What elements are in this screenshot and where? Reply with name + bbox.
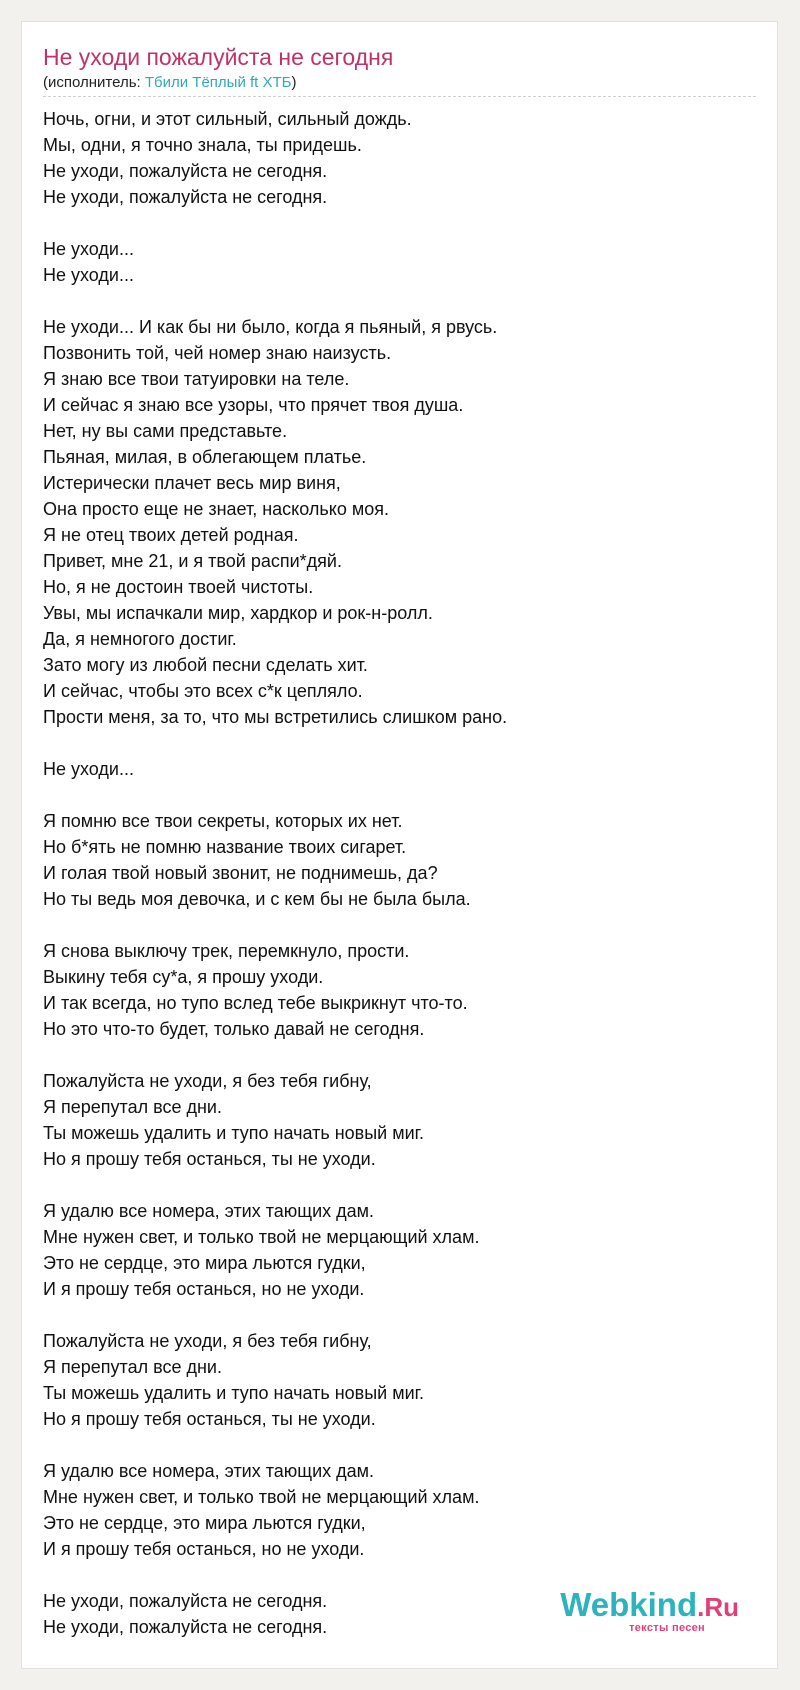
- logo-name: Webkind: [560, 1586, 698, 1623]
- lyric-line: Пьяная, милая, в облегающем платье.: [43, 447, 367, 467]
- artist-credit: [43, 73, 297, 93]
- lyric-line: Нет, ну вы сами представьте.: [43, 421, 288, 441]
- stanza: [43, 106, 753, 210]
- lyric-line: Я знаю все твои татуировки на теле.: [43, 369, 350, 389]
- artist-prefix: (исполнитель:: [43, 74, 145, 91]
- lyric-line: Но ты ведь моя девочка, и с кем бы не была была.: [43, 889, 471, 909]
- lyric-line: Но это что-то будет, только давай не сегодня.: [43, 1019, 425, 1039]
- lyric-line: Это не сердце, это мира льются гудки,: [43, 1513, 366, 1533]
- lyric-line: Позвонить той, чей номер знаю наизусть.: [43, 343, 392, 363]
- song-title: Не уходи пожалуйста не сегодня: [43, 44, 394, 70]
- logo-tagline: тексты песен: [629, 1622, 705, 1634]
- lyric-line: Пожалуйста не уходи, я без тебя гибну,: [43, 1071, 372, 1091]
- lyric-line: Не уходи...: [43, 239, 134, 259]
- lyric-line: И сейчас, чтобы это всех с*к цепляло.: [43, 681, 363, 701]
- lyric-line: Мне нужен свет, и только твой не мерцающий хлам.: [43, 1487, 480, 1507]
- lyric-line: И я прошу тебя останься, но не уходи.: [43, 1279, 365, 1299]
- lyric-line: Она просто еще не знает, насколько моя.: [43, 499, 389, 519]
- lyric-line: Не уходи...: [43, 265, 134, 285]
- lyric-line: Не уходи, пожалуйста не сегодня.: [43, 161, 328, 181]
- stanza: [43, 1198, 753, 1302]
- artist-link[interactable]: Тбили Тёплый ft ХТБ: [144, 74, 292, 91]
- lyric-line: Но я прошу тебя останься, ты не уходи.: [43, 1149, 376, 1169]
- stanza: [43, 314, 753, 730]
- lyric-line: Не уходи, пожалуйста не сегодня.: [43, 1591, 328, 1611]
- lyric-line: Я снова выключу трек, перемкнуло, прости.: [43, 941, 410, 961]
- stanza: [43, 808, 753, 912]
- lyric-line: Мы, одни, я точно знала, ты придешь.: [43, 135, 362, 155]
- lyric-line: Я удалю все номера, этих тающих дам.: [43, 1201, 375, 1221]
- stanza: [43, 756, 753, 782]
- lyric-line: Да, я немногого достиг.: [43, 629, 237, 649]
- lyric-line: Я перепутал все дни.: [43, 1097, 222, 1117]
- lyric-line: Привет, мне 21, и я твой распи*дяй.: [43, 551, 342, 571]
- lyric-line: И сейчас я знаю все узоры, что прячет твоя душа.: [43, 395, 464, 415]
- lyric-line: Прости меня, за то, что мы встретились слишком рано.: [43, 707, 508, 727]
- lyric-line: И голая твой новый звонит, не поднимешь, да?: [43, 863, 438, 883]
- stanza: [43, 1328, 753, 1432]
- lyric-line: И я прошу тебя останься, но не уходи.: [43, 1539, 365, 1559]
- lyric-line: Я удалю все номера, этих тающих дам.: [43, 1461, 375, 1481]
- stanza: [43, 1068, 753, 1172]
- logo-tld: .Ru: [697, 1592, 739, 1622]
- lyric-line: Мне нужен свет, и только твой не мерцающий хлам.: [43, 1227, 480, 1247]
- logo-wordmark: [560, 1588, 739, 1624]
- lyric-line: Ночь, огни, и этот сильный, сильный дождь.: [43, 109, 412, 129]
- stanza: [43, 938, 753, 1042]
- lyric-line: Не уходи... И как бы ни было, когда я пьяный, я рвусь.: [43, 317, 498, 337]
- lyrics-body: [43, 106, 753, 1666]
- lyric-line: Зато могу из любой песни сделать хит.: [43, 655, 368, 675]
- lyric-line: Пожалуйста не уходи, я без тебя гибну,: [43, 1331, 372, 1351]
- lyric-line: Не уходи, пожалуйста не сегодня.: [43, 1617, 328, 1637]
- stanza: [43, 1458, 753, 1562]
- stanza: [43, 236, 753, 288]
- lyric-line: Не уходи, пожалуйста не сегодня.: [43, 187, 328, 207]
- lyric-line: Не уходи...: [43, 759, 134, 779]
- lyric-line: Я помню все твои секреты, которых их нет.: [43, 811, 403, 831]
- lyric-line: Но б*ять не помню название твоих сигарет.: [43, 837, 407, 857]
- lyric-line: Ты можешь удалить и тупо начать новый миг.: [43, 1383, 425, 1403]
- lyric-line: Истерически плачет весь мир виня,: [43, 473, 341, 493]
- artist-suffix: ): [291, 74, 297, 91]
- lyric-line: Я не отец твоих детей родная.: [43, 525, 299, 545]
- lyric-line: Выкину тебя су*а, я прошу уходи.: [43, 967, 324, 987]
- lyric-line: Ты можешь удалить и тупо начать новый миг.: [43, 1123, 425, 1143]
- lyric-line: И так всегда, но тупо вслед тебе выкрикнут что-то.: [43, 993, 468, 1013]
- lyric-line: Но я прошу тебя останься, ты не уходи.: [43, 1409, 376, 1429]
- site-logo[interactable]: [560, 1588, 739, 1634]
- lyric-line: Но, я не достоин твоей чистоты.: [43, 577, 314, 597]
- lyrics-page: [21, 21, 778, 1669]
- lyric-line: Я перепутал все дни.: [43, 1357, 222, 1377]
- lyric-line: Это не сердце, это мира льются гудки,: [43, 1253, 366, 1273]
- lyric-line: Увы, мы испачкали мир, хардкор и рок-н-ролл.: [43, 603, 433, 623]
- title-divider: [43, 96, 756, 97]
